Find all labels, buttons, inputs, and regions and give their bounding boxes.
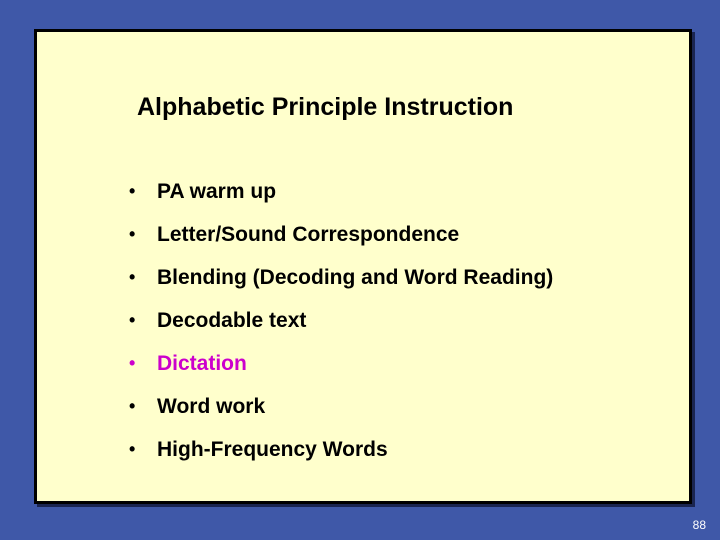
bullet-dot: •: [129, 181, 136, 201]
bullet-item: [129, 428, 553, 471]
bullet-text: Decodable text: [157, 308, 307, 332]
bullet-dot: •: [129, 224, 136, 244]
slide-panel: [34, 29, 692, 504]
bullet-text: PA warm up: [157, 179, 277, 203]
bullet-dot: •: [129, 439, 136, 459]
page-number: 88: [692, 518, 706, 532]
bullet-list: [129, 170, 553, 471]
bullet-text: Blending (Decoding and Word Reading): [157, 265, 554, 289]
bullet-item: [129, 385, 553, 428]
bullet-text: Word work: [157, 394, 266, 418]
slide-title: Alphabetic Principle Instruction: [137, 93, 514, 121]
bullet-text: High-Frequency Words: [157, 437, 388, 461]
bullet-dot: •: [129, 267, 136, 287]
bullet-dot: •: [129, 396, 136, 416]
bullet-item-highlighted: [129, 342, 553, 385]
bullet-dot: •: [129, 353, 136, 373]
bullet-item: [129, 213, 553, 256]
bullet-item: [129, 299, 553, 342]
bullet-item: [129, 170, 553, 213]
bullet-dot: •: [129, 310, 136, 330]
bullet-text: Letter/Sound Correspondence: [157, 222, 460, 246]
bullet-item: [129, 256, 553, 299]
bullet-text: Dictation: [157, 351, 247, 375]
